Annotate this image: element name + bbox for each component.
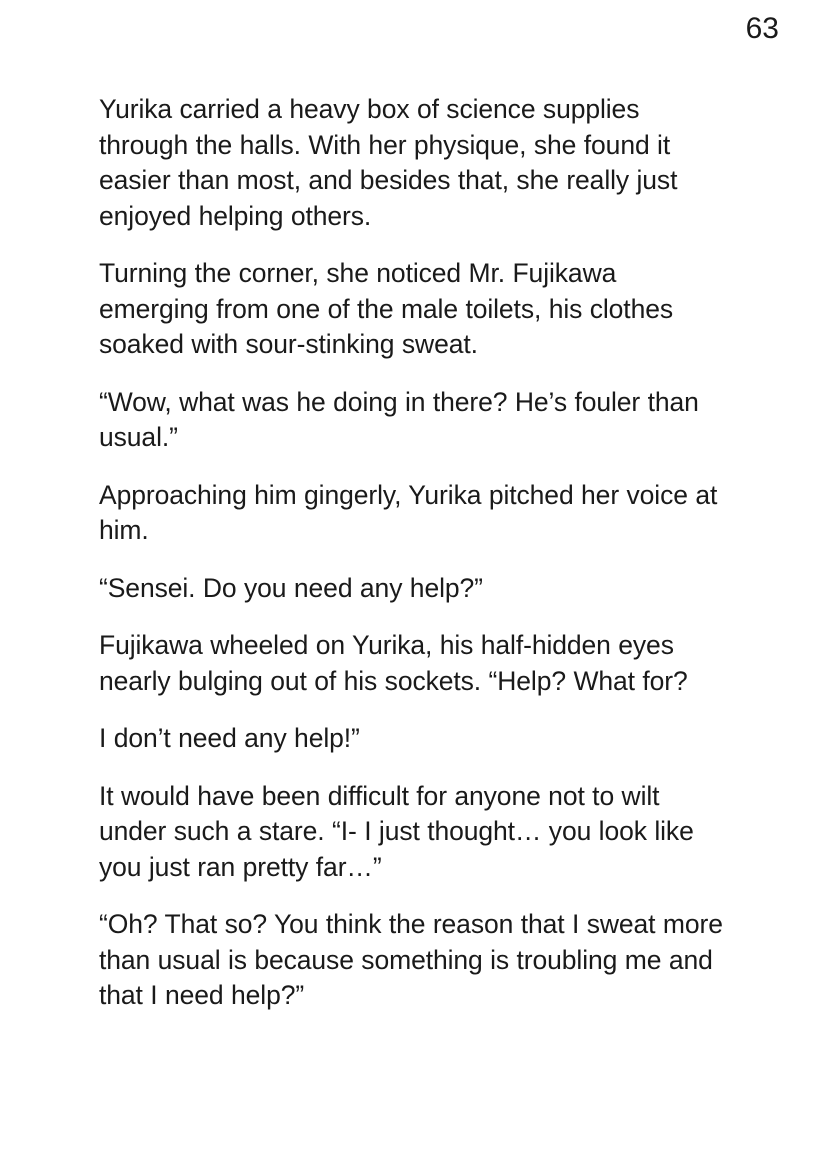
paragraph: It would have been difficult for anyone not to wilt under such a stare. “I- I just thought… you look like you just ran pretty far…” [99,780,694,882]
paragraph: I don’t need any help!” [99,723,360,753]
page-body-text [99,92,731,1014]
paragraph: “Sensei. Do you need any help?” [99,572,483,603]
paragraph: Approaching him gingerly, Yurika pitched her voice at him. [99,479,718,545]
paragraph: “Oh? That so? You think the reason that I sweat more than usual is because something is troubling me and that I need help?” [99,909,723,1010]
page-number: 63 [745,12,779,45]
paragraph: Turning the corner, she noticed Mr. Fujikawa emerging from one of the male toilets, his clothes soaked with sour-stinking sweat. [99,258,673,359]
paragraph: “Wow, what was he doing in there? He’s fouler than usual.” [99,386,699,452]
paragraph: Fujikawa wheeled on Yurika, his half-hidden eyes nearly bulging out of his sockets. “Help? What for? [99,630,688,696]
paragraph: Yurika carried a heavy box of science supplies through the halls. With her physique, she found it easier than most, and besides that, she really just enjoyed helping others. [99,94,678,231]
